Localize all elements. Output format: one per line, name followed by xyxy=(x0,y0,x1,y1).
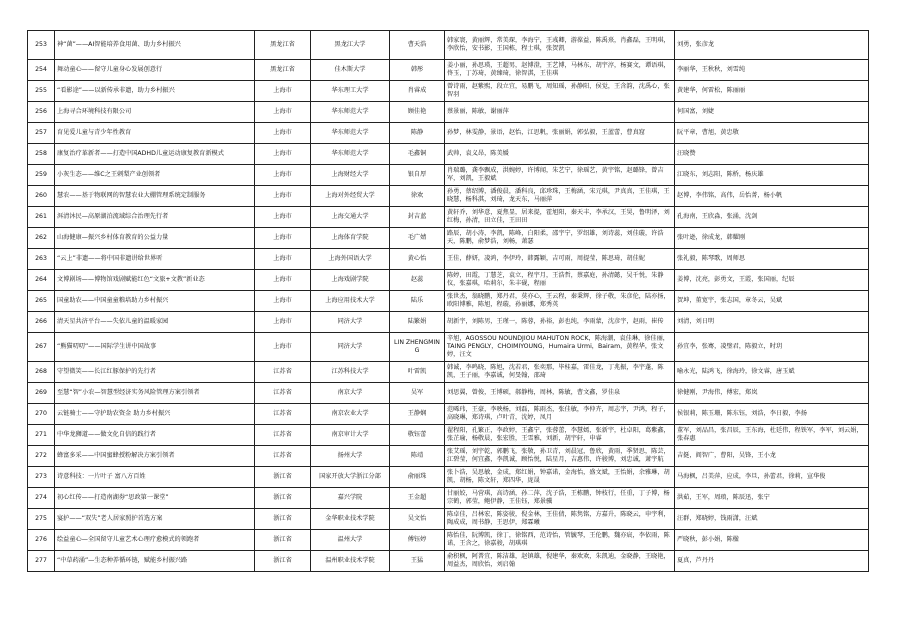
province-cell: 江苏省 xyxy=(255,446,311,467)
row-number-cell: 254 xyxy=(28,60,55,81)
table-row xyxy=(28,270,869,291)
project-title-cell: 山海健康—振兴乡村体育教育的公益力量 xyxy=(55,228,255,249)
table-row xyxy=(28,291,869,312)
team-leader-cell: 吴文怡 xyxy=(390,509,445,530)
project-title-cell: 宴护——“双失”老人居家照护首选方案 xyxy=(55,509,255,530)
row-number-cell: 268 xyxy=(28,362,55,383)
table-row xyxy=(28,383,869,404)
table-row xyxy=(28,312,869,333)
team-members-cell: 曾诗雨，赵紫熙，段立宜，易鹏飞，周知瑶，孙静阳，侯觉，王含韵，沈禹心，张智羽 xyxy=(445,81,675,102)
province-cell: 上海市 xyxy=(255,144,311,165)
team-members-cell: 刘思翼，曾俊，王博硕，郝静梅，周林，陈敏，曹文鑫，罗佳泉 xyxy=(445,383,675,404)
team-leader-cell: 银自厚 xyxy=(390,165,445,186)
advisors-cell: 侯银莉，陈玉珊，陈东钰，刘浩，李日毅，李扬 xyxy=(675,404,869,425)
school-name-cell: 扬州大学 xyxy=(311,446,390,467)
team-members-cell: 辛旭，AGOSSOU NOUNDJIOU MAHUTON ROCK，陈海潮，袁佳琳，徐佳丽，TAING PENGLY，CHOIMIYOUNG，Humaira Urmi，Bairam，黄程华，张文婷，汪文 xyxy=(445,333,675,362)
project-title-cell: 神“菌”——AI智能培养食用菌、助力乡村振兴 xyxy=(55,31,255,60)
team-members-cell: 黄轩乔，刘华意，夏焦显，居来提，霍旭阳，秦天丰，李承汉，王昊，鲁明泽，刘红梅，孙清，田立佳，王田田 xyxy=(445,207,675,228)
project-title-cell: “熊猫叨叨”——国际学生讲中国故事 xyxy=(55,333,255,362)
province-cell: 浙江省 xyxy=(255,530,311,551)
team-leader-cell: 曹天浩 xyxy=(390,31,445,60)
table-row xyxy=(28,165,869,186)
row-number-cell: 262 xyxy=(28,228,55,249)
advisors-cell: 徐健刚，尹海伟，傅宏，郑岚 xyxy=(675,383,869,404)
team-leader-cell: 俞丽珠 xyxy=(390,467,445,488)
team-members-cell: 路辰，胡小涛，李凯，陈峰，白阳柔，邵宇宁，罗绍雄，刘诗蕊，刘佳璇，许浩天，陈鹏，俞梦浩，刘畅，萧瑟 xyxy=(445,228,675,249)
team-leader-cell: 王猛 xyxy=(390,551,445,572)
school-name-cell: 同济大学 xyxy=(311,312,390,333)
project-title-cell: 育见爱儿童与青少年性教育 xyxy=(55,123,255,144)
province-cell: 上海市 xyxy=(255,186,311,207)
team-members-cell: 韩诚，李鸣晓，陈旭，沈若君，张奕那，毕桂嘉，雷佳龙，丁兆振，李宇蓬，陈凯，王子丽，李嘉诚，何旻翰，邵琦 xyxy=(445,362,675,383)
team-leader-cell: 徐欢 xyxy=(390,186,445,207)
row-number-cell: 255 xyxy=(28,81,55,102)
row-number-cell: 257 xyxy=(28,123,55,144)
advisors-cell: 赵博，李伟铭，高伟，岳怡菁，杨小帆 xyxy=(675,186,869,207)
table-row xyxy=(28,488,869,509)
table-row xyxy=(28,249,869,270)
province-cell: 浙江省 xyxy=(255,551,311,572)
advisors-cell: 江晓东，刘志阳，陈桥，杨庆雄 xyxy=(675,165,869,186)
school-name-cell: 上海戏剧学院 xyxy=(311,270,390,291)
table-row xyxy=(28,144,869,165)
table-row xyxy=(28,530,869,551)
row-number-cell: 261 xyxy=(28,207,55,228)
team-leader-cell: 黄心怡 xyxy=(390,249,445,270)
team-members-cell: 肖瑞璐，龚李飘成，洪婉婷，许博闻，朱艺宁，徐瑶艺，黄宇铭，赵璐锋，曾吉军，刘凯，王毅斌 xyxy=(445,165,675,186)
project-title-cell: 至慧“智”小农—智慧型经济实务风险管理方案引领者 xyxy=(55,383,255,404)
team-members-cell: 姜小丽，孙思瑛，王超男，赵博澄，王艺博，马林东，胡宇淳，杨赛文，谭语琪，佟玉，丁苏琦，黄臻琦，徐智淇，王佳琪 xyxy=(445,60,675,81)
table-row xyxy=(28,425,869,446)
team-members-cell: 孙梦，林雯静，景语，赵怡，江思帆，张丽娟，郭弘毅，王蓝蕾，曹真窟 xyxy=(445,123,675,144)
school-name-cell: 黑龙江大学 xyxy=(311,31,390,60)
team-members-cell: 范晞玮，王豪，李映杨，刘磊，陈雨杰，张佳敏，李仲卉，周志宇，尹鸿，程子，高晓琳，郑诗琪，卢叶青，沈婷，凤月 xyxy=(445,404,675,425)
province-cell: 浙江省 xyxy=(255,467,311,488)
row-number-cell: 277 xyxy=(28,551,55,572)
school-name-cell: 上海外国语大学 xyxy=(311,249,390,270)
province-cell: 上海市 xyxy=(255,207,311,228)
project-title-cell: 舞动童心——留守儿童身心发展创意行 xyxy=(55,60,255,81)
project-title-cell: 洱清沐民—高原湖泊流域综合治理先行者 xyxy=(55,207,255,228)
table-row xyxy=(28,228,869,249)
project-title-cell: 守望微笑——长江红豚保护的先行者 xyxy=(55,362,255,383)
table-row xyxy=(28,467,869,488)
school-name-cell: 温州大学 xyxy=(311,530,390,551)
school-name-cell: 南京审计大学 xyxy=(311,425,390,446)
row-number-cell: 271 xyxy=(28,425,55,446)
row-number-cell: 264 xyxy=(28,270,55,291)
table-row xyxy=(28,186,869,207)
team-leader-cell: 敬钰蕾 xyxy=(390,425,445,446)
province-cell: 上海市 xyxy=(255,228,311,249)
project-title-cell: 绘益童心—全国留守儿童艺术心理疗愈模式的领跑者 xyxy=(55,530,255,551)
province-cell: 江苏省 xyxy=(255,425,311,446)
advisors-cell: 汪群，郑晓婷，钱雨潇，汪斌 xyxy=(675,509,869,530)
row-number-cell: 270 xyxy=(28,404,55,425)
advisors-cell: 喻永光，陆鸿飞，徐海玲，徐文睿，唐玉斌 xyxy=(675,362,869,383)
project-title-cell: 诗意科技：一片叶子 富八方百姓 xyxy=(55,467,255,488)
team-leader-cell: 吴军 xyxy=(390,383,445,404)
province-cell: 上海市 xyxy=(255,81,311,102)
team-leader-cell: 肖睿成 xyxy=(390,81,445,102)
advisors-cell: 孔海南，王欣淼，张涌，沈剑 xyxy=(675,207,869,228)
team-leader-cell: 韩彤 xyxy=(390,60,445,81)
province-cell: 浙江省 xyxy=(255,509,311,530)
table-row xyxy=(28,362,869,383)
table-row xyxy=(28,102,869,123)
team-members-cell: 陈婷，田霞，丁慧芝，袁立，程宇月，王浩哲，蔡嘉庭，孙清懿，吴千悦，朱静仪，张嘉琪，哈莉尔，朱丰砚，程丽 xyxy=(445,270,675,291)
province-cell: 上海市 xyxy=(255,312,311,333)
row-number-cell: 269 xyxy=(28,383,55,404)
advisors-cell: 刘清，刘日明 xyxy=(675,312,869,333)
project-title-cell: 上海寻合环境科技有限公司 xyxy=(55,102,255,123)
table-row xyxy=(28,509,869,530)
team-leader-cell: 王静娴 xyxy=(390,404,445,425)
team-leader-cell: 封吉蓝 xyxy=(390,207,445,228)
school-name-cell: 嘉兴学院 xyxy=(311,488,390,509)
team-leader-cell: 陆乐 xyxy=(390,291,445,312)
school-name-cell: 华东师范大学 xyxy=(311,102,390,123)
advisors-cell: 刘勇，张彦龙 xyxy=(675,31,869,60)
province-cell: 上海市 xyxy=(255,333,311,362)
school-name-cell: 上海对外经贸大学 xyxy=(311,186,390,207)
project-title-cell: “云上”非遗——将中国非遗讲给世界听 xyxy=(55,249,255,270)
table-row xyxy=(28,404,869,425)
row-number-cell: 272 xyxy=(28,446,55,467)
team-members-cell: 王佳，薛妍，凌鸿，李伊玲，韩露颖，吉可雨，周提莹，陈思琦，胡佳妮 xyxy=(445,249,675,270)
row-number-cell: 263 xyxy=(28,249,55,270)
team-leader-cell: 陈静 xyxy=(390,123,445,144)
table-row xyxy=(28,207,869,228)
team-members-cell: 武帅，袁义昂，陈美媛 xyxy=(445,144,675,165)
row-number-cell: 256 xyxy=(28,102,55,123)
row-number-cell: 260 xyxy=(28,186,55,207)
school-name-cell: 上海财经大学 xyxy=(311,165,390,186)
team-leader-cell: 顾佳艳 xyxy=(390,102,445,123)
advisors-cell: 张礼毅，陈琴歌，周师思 xyxy=(675,249,869,270)
team-leader-cell: 陈靖 xyxy=(390,446,445,467)
table-row xyxy=(28,81,869,102)
row-number-cell: 266 xyxy=(28,312,55,333)
team-members-cell: 韩家寰，黄丽辉，常美琛，李海宁，王彧卿，游葆益，陈禹熹，肖鑫磊，王明琪，李欣怡，安书影，王国栋，程士琪，张贺凯 xyxy=(445,31,675,60)
advisors-cell: 洪茹，王军，周琅，陈辰迅，张宁 xyxy=(675,488,869,509)
school-name-cell: 国家开放大学浙江分部 xyxy=(311,467,390,488)
school-name-cell: 江苏科技大学 xyxy=(311,362,390,383)
project-list-table xyxy=(27,30,869,572)
team-leader-cell: 毛鑫铜 xyxy=(390,144,445,165)
province-cell: 上海市 xyxy=(255,270,311,291)
table-body xyxy=(28,31,869,572)
table-row xyxy=(28,333,869,362)
table-row xyxy=(28,123,869,144)
team-leader-cell: 王金超 xyxy=(390,488,445,509)
project-title-cell: 国童助农——中国童童粮培助力乡村振兴 xyxy=(55,291,255,312)
province-cell: 浙江省 xyxy=(255,488,311,509)
advisors-cell: 吉挺，阎智广，曹阳，吴锋，王小龙 xyxy=(675,446,869,467)
team-leader-cell: LIN ZHENGMING xyxy=(390,333,445,362)
province-cell: 上海市 xyxy=(255,165,311,186)
team-leader-cell: 傅钰婷 xyxy=(390,530,445,551)
project-title-cell: 初心红传——打造南湖券“思政第一课堂” xyxy=(55,488,255,509)
team-members-cell: 胡新宇，刘陈男，王瑾一，陈蓉，孙裕，彭也纯，李雨蒙，沈彦宇，赵雨，崔传 xyxy=(445,312,675,333)
row-number-cell: 267 xyxy=(28,333,55,362)
advisors-cell: 阮平章，曹旭，黄忠敬 xyxy=(675,123,869,144)
school-name-cell: 华东师范大学 xyxy=(311,123,390,144)
advisors-cell: 孙宜李，张骞，凌璧君，陈毅立，时玥 xyxy=(675,333,869,362)
school-name-cell: 佳木斯大学 xyxy=(311,60,390,81)
province-cell: 上海市 xyxy=(255,123,311,144)
team-members-cell: 甘丽姣，马营琪，高诗涵，孙二萍，沈子浩，王栋鹏，钟枝行，任重，丁子博，杨宗鹤，郭莹，鲍伊静，王佳钰，郑景骥 xyxy=(445,488,675,509)
province-cell: 上海市 xyxy=(255,249,311,270)
advisors-cell: 汪晓赞 xyxy=(675,144,869,165)
province-cell: 上海市 xyxy=(255,102,311,123)
advisors-cell: 黄建华，何雷松，陈丽丽 xyxy=(675,81,869,102)
province-cell: 上海市 xyxy=(255,291,311,312)
school-name-cell: 华东师范大学 xyxy=(311,144,390,165)
team-leader-cell: 毛广婧 xyxy=(390,228,445,249)
row-number-cell: 276 xyxy=(28,530,55,551)
team-leader-cell: 赵蕊 xyxy=(390,270,445,291)
advisors-cell: 马海枫，吕美萍，应成，李旦，孙蕾君，徐莉，宣华俊 xyxy=(675,467,869,488)
team-members-cell: 蔡景丽，陈敏，谢丽萍 xyxy=(445,102,675,123)
row-number-cell: 275 xyxy=(28,509,55,530)
advisors-cell: 夏真，芦丹丹 xyxy=(675,551,869,572)
province-cell: 黑龙江省 xyxy=(255,60,311,81)
project-title-cell: 中华龙狮道——做文化自信的践行者 xyxy=(55,425,255,446)
project-title-cell: 文博剧场——博物馆戏剧赋能红色“文旅+文教”新业态 xyxy=(55,270,255,291)
province-cell: 黑龙江省 xyxy=(255,31,311,60)
school-name-cell: 上海交通大学 xyxy=(311,207,390,228)
row-number-cell: 274 xyxy=(28,488,55,509)
province-cell: 江苏省 xyxy=(255,383,311,404)
team-members-cell: 陈怡佳，阮博凯，徐丁，徐铭西，范诗怡，管毓琴，王伦鹏，魏亦宸，李依雨，陈诺，王含之，徐嘉骏，胡琪琪 xyxy=(445,530,675,551)
advisors-cell: 严晓秋，彭小娟，陈楹 xyxy=(675,530,869,551)
team-leader-cell: 陆繁娟 xyxy=(390,312,445,333)
project-title-cell: 清天星共济平台——失依儿童的温暖家园 xyxy=(55,312,255,333)
table-row xyxy=(28,446,869,467)
advisors-cell: 何国富，刘婕 xyxy=(675,102,869,123)
project-title-cell: 云链骑士——守护助农资金 助力乡村振兴 xyxy=(55,404,255,425)
team-leader-cell: 叶雷凯 xyxy=(390,362,445,383)
school-name-cell: 南京农业大学 xyxy=(311,404,390,425)
project-title-cell: 蜂富多采——中国蜜蜂授粉解决方案引领者 xyxy=(55,446,255,467)
advisors-cell: 董军，刘品昌，张昌辰，王东海，杜廷伟，程铁军，李军，刘云娟，张春惠 xyxy=(675,425,869,446)
team-members-cell: 陈卓佳，吕林宏，陈姿骏，倪金林，王佳倩，陈隽铭，方嘉升，陈晓云，申宇利，陶成成，周书静，王思伊，郑霖曦 xyxy=(445,509,675,530)
team-members-cell: 张世杰，翁晓鹏，郑丹君，莫亦心，王云程，秦秉辉，徐子敬，朱彦伦，陆亦扬，欧阳博雅，陈旭，程璇，孙丽娜，郑秀英 xyxy=(445,291,675,312)
advisors-cell: 姜博，沈亮，彭勇文，王霞，张国丽，纪辰 xyxy=(675,270,869,291)
province-cell: 江苏省 xyxy=(255,362,311,383)
team-members-cell: 张卜浩，吴思敏，金成，郑红娟，钟嘉诺，金海怡，盛文斌，王怡娟，余雅琳，胡凯，胡杨，陈文轩，郑四华，庞晟 xyxy=(445,467,675,488)
table-row xyxy=(28,31,869,60)
advisors-cell: 张叶逊，徐成龙，韩耀刚 xyxy=(675,228,869,249)
school-name-cell: 同济大学 xyxy=(311,333,390,362)
row-number-cell: 265 xyxy=(28,291,55,312)
school-name-cell: 温州职业技术学院 xyxy=(311,551,390,572)
table-row xyxy=(28,551,869,572)
school-name-cell: 金华职业技术学院 xyxy=(311,509,390,530)
team-members-cell: 翟程阳，孔繁正，李政婷，王鑫宁，张蓉蕾，李慧嫣，张新宇，杜卓阳，葛紫鑫，张芷瑜，杨敬晨，张宏胜，王雪雅，刘新，胡宇轩，申睿 xyxy=(445,425,675,446)
school-name-cell: 上海体育学院 xyxy=(311,228,390,249)
school-name-cell: 南京大学 xyxy=(311,383,390,404)
team-members-cell: 俞积枫，阿普宜，陈洁雄，赵镇雄，倪建华，秦欢欢，朱凯迪，金晓静，王晓艳，周益杰，周欣怡，刘启翰 xyxy=(445,551,675,572)
row-number-cell: 273 xyxy=(28,467,55,488)
row-number-cell: 259 xyxy=(28,165,55,186)
team-members-cell: 孙勇，蔡绍博，潘俊晨，潘科良，邱珍珠，王梅涵，宋元琪，尹真真，王佳琪，王晓慧，杨科淇，刘琦，龙天东，马丽萍 xyxy=(445,186,675,207)
project-title-cell: 慧农——基于物联网的智慧农业大棚管理系统定制服务 xyxy=(55,186,255,207)
school-name-cell: 上海应用技术大学 xyxy=(311,291,390,312)
advisors-cell: 贺坤，董宽宇，张志国，章冬云，吴斌 xyxy=(675,291,869,312)
project-title-cell: 康复治疗革新者——打造中国ADHD儿童运动康复教育新模式 xyxy=(55,144,255,165)
row-number-cell: 253 xyxy=(28,31,55,60)
school-name-cell: 华东理工大学 xyxy=(311,81,390,102)
province-cell: 江苏省 xyxy=(255,404,311,425)
table-row xyxy=(28,60,869,81)
team-members-cell: 张艾瑶，刘宇乾，郭鹏飞，张敬，孙卫青，刘晨冠，鲁欣，黄雨，季贤思，陈芸，江碧莹，何宜鑫，李凯诚，顾怡悦，陆星月，吉惠伟，许骏博，刘忠诚，萧宇航 xyxy=(445,446,675,467)
project-title-cell: “中草药涌”—生态种养循环链，赋能乡村振兴路 xyxy=(55,551,255,572)
project-title-cell: “看影途”——以新传承非遗，助力乡村振兴 xyxy=(55,81,255,102)
advisors-cell: 李丽华，王秋秋，刘雪纯 xyxy=(675,60,869,81)
row-number-cell: 258 xyxy=(28,144,55,165)
project-title-cell: 小灰生态——维C之王刺梨产业创领者 xyxy=(55,165,255,186)
